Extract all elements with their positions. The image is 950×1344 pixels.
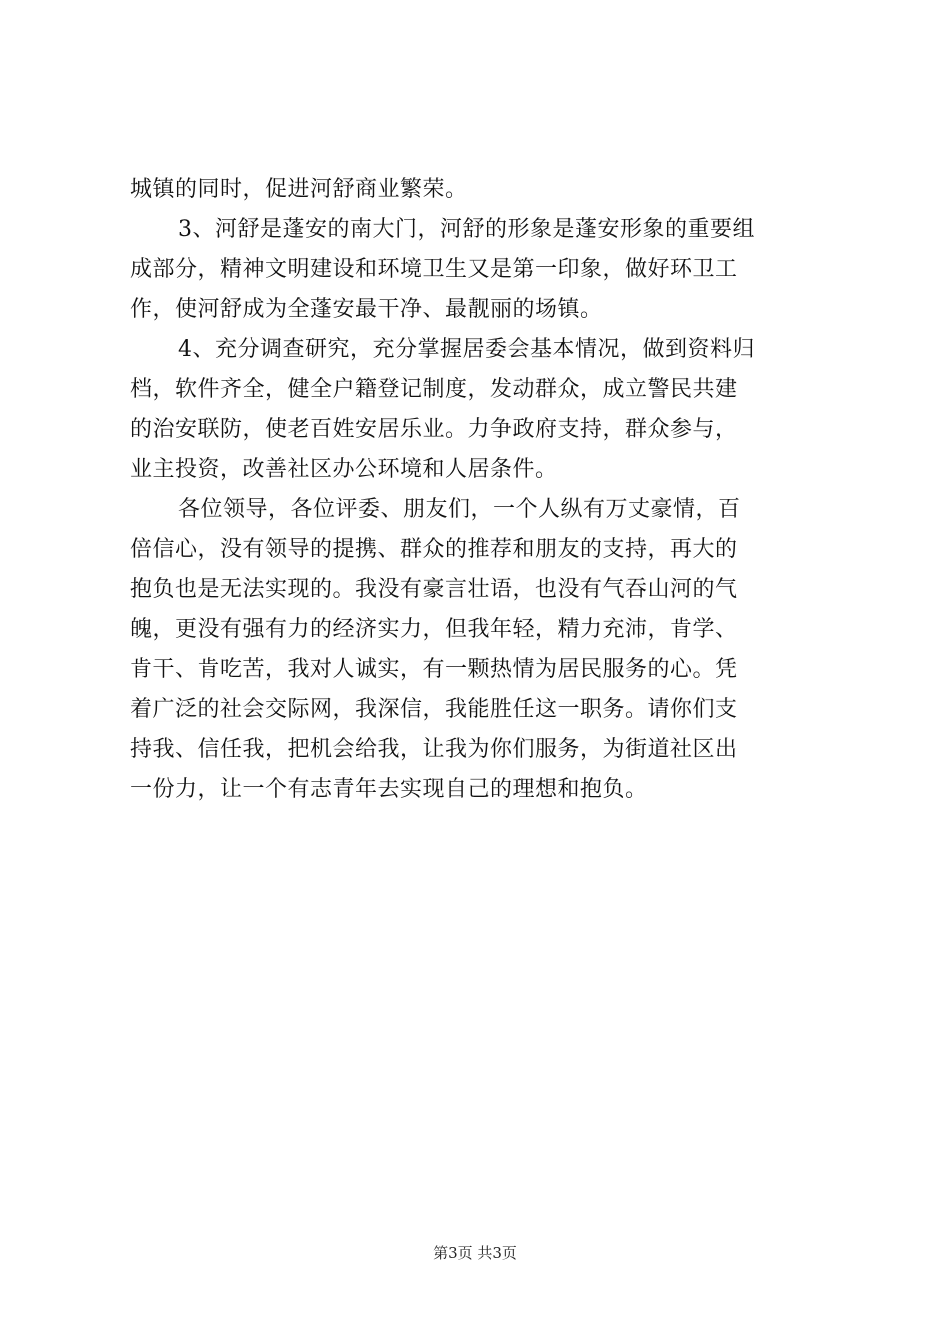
paragraph-3-line-1: 4、充分调查研究，充分掌握居委会基本情况，做到资料归 (178, 337, 755, 362)
page-number-footer: 第3页 共3页 (433, 1244, 517, 1262)
paragraph-1-line-1: 城镇的同时，促进河舒商业繁荣。 (130, 177, 468, 202)
paragraph-4-line-8: 一份力，让一个有志青年去实现自己的理想和抱负。 (130, 777, 648, 802)
paragraph-2-line-3: 作，使河舒成为全蓬安最干净、最靓丽的场镇。 (130, 297, 603, 322)
paragraph-4-line-7: 持我、信任我，把机会给我，让我为你们服务，为街道社区出 (130, 737, 738, 762)
paragraph-3-line-4: 业主投资，改善社区办公环境和人居条件。 (130, 457, 558, 482)
paragraph-2-line-2: 成部分，精神文明建设和环境卫生又是第一印象，做好环卫工 (130, 257, 738, 282)
paragraph-3-line-3: 的治安联防，使老百姓安居乐业。力争政府支持，群众参与， (130, 417, 738, 442)
document-body (130, 170, 830, 810)
paragraph-4-line-2: 倍信心，没有领导的提携、群众的推荐和朋友的支持，再大的 (130, 537, 738, 562)
paragraph-4-line-5: 肯干、肯吃苦，我对人诚实，有一颗热情为居民服务的心。凭 (130, 657, 738, 682)
paragraph-4-line-1: 各位领导，各位评委、朋友们，一个人纵有万丈豪情，百 (178, 497, 741, 522)
paragraph-4-line-3: 抱负也是无法实现的。我没有豪言壮语，也没有气吞山河的气 (130, 577, 738, 602)
paragraph-4-line-4: 魄，更没有强有力的经济实力，但我年轻，精力充沛，肯学、 (130, 617, 738, 642)
paragraph-4-line-6: 着广泛的社会交际网，我深信，我能胜任这一职务。请你们支 (130, 697, 738, 722)
paragraph-2-line-1: 3、河舒是蓬安的南大门，河舒的形象是蓬安形象的重要组 (178, 217, 755, 242)
paragraph-3-line-2: 档，软件齐全，健全户籍登记制度，发动群众，成立警民共建 (130, 377, 738, 402)
